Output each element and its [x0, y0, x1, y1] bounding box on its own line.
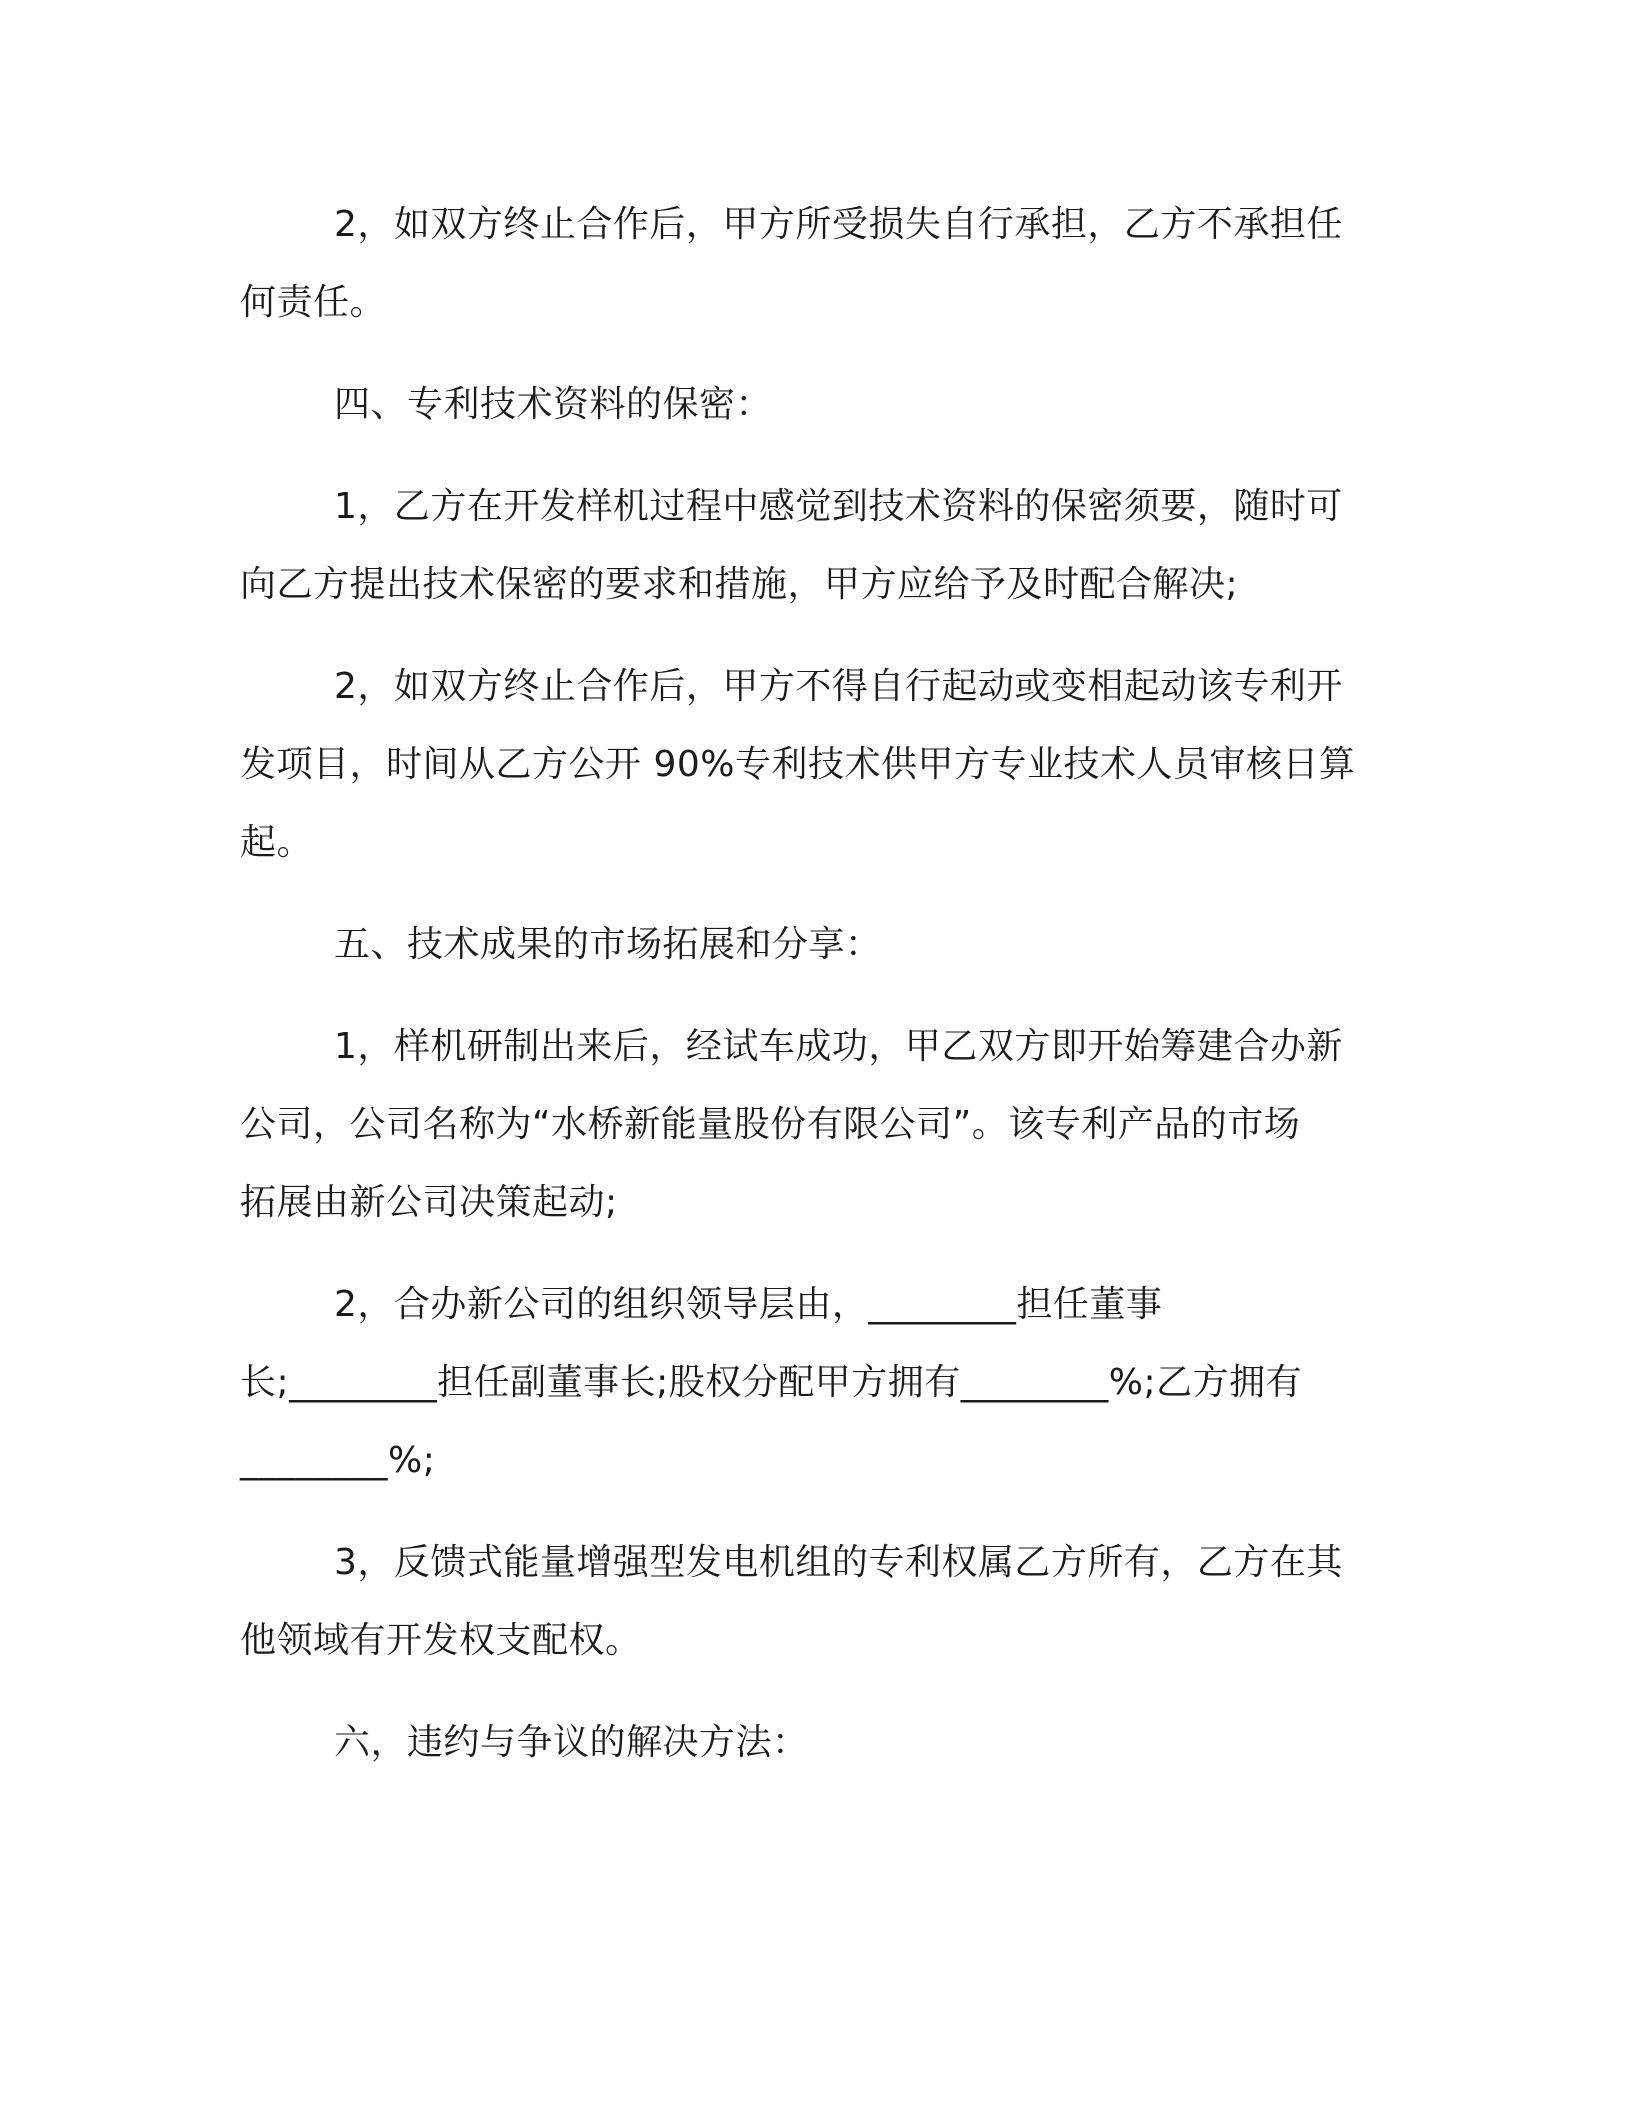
text-line: 拓展由新公司决策起动; [240, 1182, 618, 1223]
text-line: 五、技术成果的市场拓展和分享： [334, 924, 882, 965]
text-line: 六，违约与争议的解决方法： [334, 1722, 809, 1763]
text-line: 何责任。 [240, 282, 387, 323]
text-line: 四、专利技术资料的保密： [334, 384, 773, 425]
text-line: ________%; [240, 1440, 436, 1481]
paragraph-market-1 [240, 1008, 1390, 1242]
text-line: 1，样机研制出来后，经试车成功，甲乙双方即开始筹建合办新 [334, 1026, 1343, 1067]
text-line: 他领域有开发权支配权。 [240, 1620, 642, 1661]
text-line: 2，如双方终止合作后，甲方不得自行起动或变相起动该专利开 [334, 666, 1343, 707]
text-line: 公司，公司名称为“水桥新能量股份有限公司”。该专利产品的市场 [240, 1104, 1301, 1145]
paragraph-market-3 [240, 1524, 1390, 1680]
paragraph-terminate-loss [240, 186, 1390, 342]
text-line: 2，如双方终止合作后，甲方所受损失自行承担，乙方不承担任 [334, 204, 1343, 245]
text-line: 发项目，时间从乙方公开 90%专利技术供甲方专业技术人员审核日算 [240, 744, 1356, 785]
text-line: 1，乙方在开发样机过程中感觉到技术资料的保密须要，随时可 [334, 486, 1343, 527]
text-line: 长;________担任副董事长;股权分配甲方拥有________%;乙方拥有 [240, 1362, 1303, 1403]
paragraph-market-2 [240, 1266, 1390, 1500]
section-heading-dispute [240, 1704, 1390, 1782]
paragraph-confidentiality-2 [240, 648, 1390, 882]
section-heading-market [240, 906, 1390, 984]
document-body [240, 186, 1390, 1806]
text-line: 向乙方提出技术保密的要求和措施，甲方应给予及时配合解决; [240, 564, 1239, 605]
text-line: 起。 [240, 822, 314, 863]
text-line: 2，合办新公司的组织领导层由，________担任董事 [334, 1284, 1163, 1325]
paragraph-confidentiality-1 [240, 468, 1390, 624]
text-line: 3，反馈式能量增强型发电机组的专利权属乙方所有，乙方在其 [334, 1542, 1343, 1583]
section-heading-confidentiality [240, 366, 1390, 444]
